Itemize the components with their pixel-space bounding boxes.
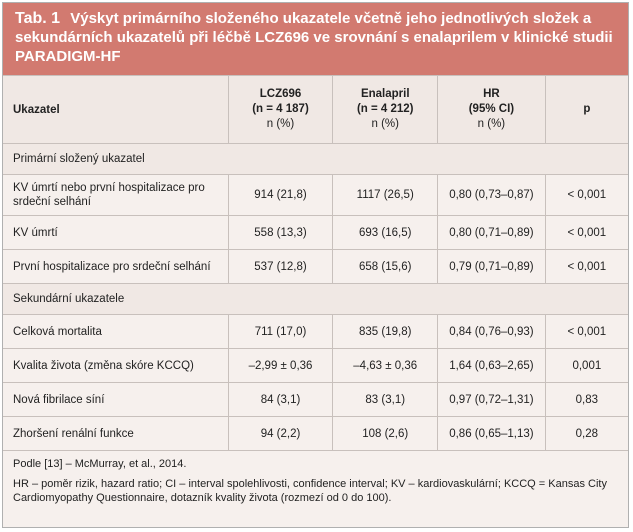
cell-enalapril: 835 (19,8) xyxy=(333,315,438,349)
column-header-p: p xyxy=(545,76,628,144)
cell-enalapril: 693 (16,5) xyxy=(333,216,438,250)
cell-p: < 0,001 xyxy=(545,175,628,216)
column-header-lcz696 xyxy=(228,76,333,144)
cell-p: < 0,001 xyxy=(545,250,628,284)
table-frame xyxy=(2,2,629,528)
table-footer xyxy=(3,450,628,517)
cell-hr: 0,84 (0,76–0,93) xyxy=(438,315,546,349)
row-label: KV úmrtí nebo první hospitalizace pro srdeční selhání xyxy=(3,175,228,216)
cell-p: < 0,001 xyxy=(545,315,628,349)
table-number: Tab. 1 xyxy=(15,10,61,27)
lcz696-title: LCZ696 xyxy=(259,88,302,100)
cell-lcz696: 711 (17,0) xyxy=(228,315,333,349)
cell-lcz696: 914 (21,8) xyxy=(228,175,333,216)
cell-enalapril: 658 (15,6) xyxy=(333,250,438,284)
cell-enalapril: 1117 (26,5) xyxy=(333,175,438,216)
row-label: Zhoršení renální funkce xyxy=(3,417,228,451)
enalapril-n: (n = 4 212) xyxy=(356,103,414,115)
column-header-row xyxy=(3,76,628,144)
table-title: Výskyt primárního složeného ukazatele včetně jeho jednotlivých složek a sekundárních ukazatelů při léčbě LCZ696 ve srovnání s enalaprilem v klinické studii PARADIGM-HF xyxy=(15,10,613,65)
row-label: Kvalita života (změna skóre KCCQ) xyxy=(3,349,228,383)
column-header-hr xyxy=(438,76,546,144)
cell-lcz696: –2,99 ± 0,36 xyxy=(228,349,333,383)
table-row xyxy=(3,417,628,451)
hr-title: HR xyxy=(483,88,500,100)
cell-hr: 0,86 (0,65–1,13) xyxy=(438,417,546,451)
lcz696-n: (n = 4 187) xyxy=(252,103,309,115)
cell-lcz696: 94 (2,2) xyxy=(228,417,333,451)
row-label: KV úmrtí xyxy=(3,216,228,250)
lcz696-unit: n (%) xyxy=(266,118,295,130)
cell-p: 0,28 xyxy=(545,417,628,451)
row-label: První hospitalizace pro srdeční selhání xyxy=(3,250,228,284)
cell-lcz696: 537 (12,8) xyxy=(228,250,333,284)
source-note: Podle [13] – McMurray, et al., 2014. xyxy=(13,458,187,470)
table-header xyxy=(3,3,628,75)
table-row xyxy=(3,175,628,216)
hr-unit: n (%) xyxy=(477,118,506,130)
section-row-primary xyxy=(3,144,628,175)
cell-lcz696: 84 (3,1) xyxy=(228,383,333,417)
hr-ci: (95% CI) xyxy=(468,103,515,115)
table-row xyxy=(3,250,628,284)
enalapril-unit: n (%) xyxy=(371,118,399,130)
section-title: Primární složený ukazatel xyxy=(3,144,628,175)
enalapril-title: Enalapril xyxy=(360,88,410,100)
cell-lcz696: 558 (13,3) xyxy=(228,216,333,250)
cell-p: < 0,001 xyxy=(545,216,628,250)
row-label: Nová fibrilace síní xyxy=(3,383,228,417)
cell-enalapril: –4,63 ± 0,36 xyxy=(333,349,438,383)
cell-hr: 0,97 (0,72–1,31) xyxy=(438,383,546,417)
column-header-enalapril xyxy=(333,76,438,144)
table-row xyxy=(3,383,628,417)
cell-p: 0,83 xyxy=(545,383,628,417)
abbreviations-note: HR – poměr rizik, hazard ratio; CI – interval spolehlivosti, confidence interval; KV – kardiovaskulární; KCCQ = Kansas City Cardiomyopathy Questionnaire, dotazník kvality života (rozmezí od 0 do 100). xyxy=(13,478,607,504)
cell-hr: 0,79 (0,71–0,89) xyxy=(438,250,546,284)
column-header-indicator: Ukazatel xyxy=(3,76,228,144)
cell-enalapril: 108 (2,6) xyxy=(333,417,438,451)
table-row xyxy=(3,216,628,250)
cell-enalapril: 83 (3,1) xyxy=(333,383,438,417)
data-table xyxy=(3,75,628,450)
table-row xyxy=(3,349,628,383)
cell-hr: 1,64 (0,63–2,65) xyxy=(438,349,546,383)
row-label: Celková mortalita xyxy=(3,315,228,349)
section-row-secondary xyxy=(3,284,628,315)
cell-hr: 0,80 (0,73–0,87) xyxy=(438,175,546,216)
section-title: Sekundární ukazatele xyxy=(3,284,628,315)
cell-p: 0,001 xyxy=(545,349,628,383)
table-row xyxy=(3,315,628,349)
cell-hr: 0,80 (0,71–0,89) xyxy=(438,216,546,250)
